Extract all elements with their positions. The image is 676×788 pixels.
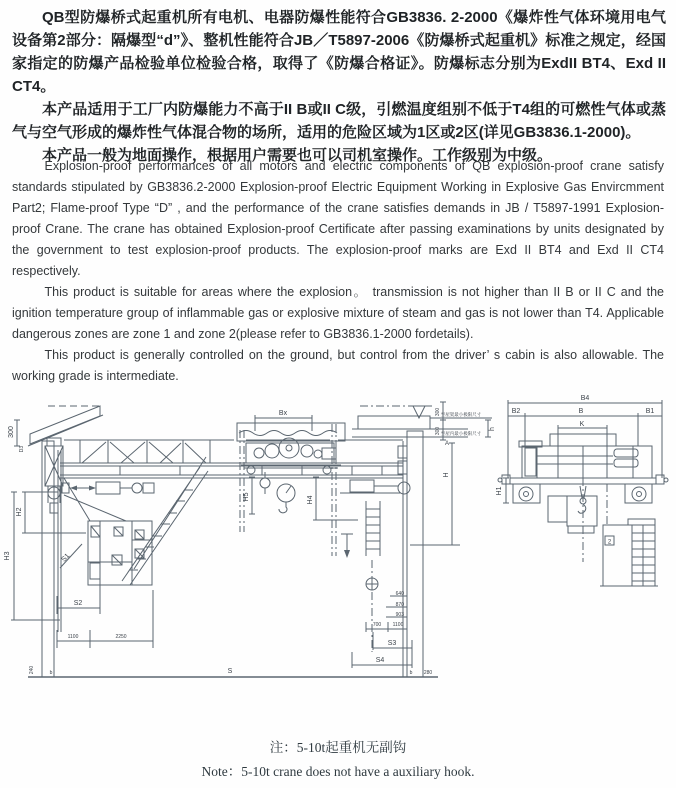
side-elevation-view (11, 402, 492, 677)
crane-technical-drawing (0, 378, 676, 690)
note-en: Note：5-10t crane does not have a auxiliary hook. (201, 764, 475, 779)
dim-label-bx: Bx (278, 410, 288, 417)
dim-label-b1: B1 (645, 408, 655, 415)
en-paragraph: This product is generally controlled on the ground, but control from the driver’ s cabin is also allowable. The working grade is intermediate. (12, 348, 664, 383)
dim-label-h-small: h (489, 427, 496, 431)
dim-label-a: A (444, 441, 450, 447)
dim-label-h3: H3 (4, 551, 11, 561)
dim-label-span-s: S (227, 668, 233, 675)
dim-label-700: 700 (372, 622, 382, 628)
english-description (12, 156, 664, 387)
dim-label-b4: B4 (580, 395, 590, 402)
dimension-labels (4, 395, 654, 676)
cn-paragraph: 本产品一般为地面操作，根据用户需要也可以司机室操作。工作级别为中级。 (42, 147, 553, 164)
dim-label-s4: S4 (375, 657, 385, 664)
dim-label-b-small: b (49, 670, 53, 676)
roof-clearance-note-upper: 至屋架最小极限尺寸 (440, 412, 482, 417)
dim-label-h: H (443, 472, 450, 478)
en-paragraph: Explosion-proof performances of all motors and electric components of QB explosion-proof crane satisfy standards stipulated by GB3836.2-2000 Explosion-proof Electric Equipment Working in Explosive Gas Envircmment Part2; Flame-proof Type “D” , and the performance of the crane satisfies demands in JB / T5897-1991 Explosion-proof Crane. The crane has obtained Explosion-proof Certificate after passing examinations by units designated by the government to test explosion-proof products. The explosion-proof marks are Exd II BT4 and Exd II CT4 respectively. (12, 159, 664, 278)
dim-label-300b: 300 (435, 407, 441, 417)
dim-label-2250: 2250 (115, 634, 127, 640)
cn-paragraph: QB型防爆桥式起重机所有电机、电器防爆性能符合GB3836. 2-2000《爆炸性气体环境用电气设备第2部分：隔爆型“d”》、整机性能符合JB／T5897-2006《防爆桥式起重机》标准之规定，经国家指定的防爆产品检验单位检验合格，取得了《防爆合格证》。防爆标志分别为ExdII BT4、Exd II CT4。 (12, 9, 666, 95)
dim-label-d3: D3 (19, 445, 25, 453)
roof-clearance-note-lower: 至屋内最小极限尺寸 (440, 431, 482, 436)
footnote (0, 736, 676, 780)
dim-label-903: 903 (395, 612, 404, 618)
dim-label-1100b: 1100 (392, 622, 404, 628)
cabin-item-number: 2 (607, 539, 612, 546)
dim-label-b-small2: b (409, 670, 413, 676)
dim-label-b: B (578, 408, 584, 415)
dim-label-300: 300 (8, 426, 15, 438)
note-cn: 注：5-10t起重机无副钩 (269, 740, 407, 755)
dim-label-280: 280 (423, 670, 433, 676)
dim-label-870: 870 (395, 602, 404, 608)
dim-label-s1: S1 (60, 552, 72, 564)
chinese-description (12, 6, 666, 167)
dim-label-b2: B2 (511, 408, 521, 415)
dim-label-h4: H4 (307, 495, 314, 505)
dim-label-h5: H5 (243, 492, 250, 502)
dim-label-s3: S3 (387, 640, 397, 647)
dim-label-h1: H1 (496, 486, 503, 496)
en-paragraph: This product is suitable for areas where the explosion。 transmission is not higher than II B or II C and the ignition temperature group of inflammable gas or explosive mixture of steam and gas is not lower than T4. Applicable dangerous zones are zone 1 and zone 2(please refer to GB3836.1-2000 fordetails). (12, 285, 664, 341)
dim-label-s2: S2 (73, 600, 83, 607)
dim-label-240: 240 (29, 665, 35, 675)
dim-label-640: 640 (395, 591, 404, 597)
dim-label-h2: H2 (16, 507, 23, 517)
dim-label-1100: 1100 (67, 634, 79, 640)
cn-paragraph: 本产品适用于工厂内防爆能力不高于II B或II C级，引燃温度组别不低于T4组的可燃性气体或蒸气与空气形成的爆炸性气体混合物的场所，适用的危险区域为1区或2区(详见GB3836.1-2000)。 (12, 101, 666, 141)
dim-label-300c: 300 (435, 426, 441, 436)
dim-label-k: K (579, 421, 585, 428)
